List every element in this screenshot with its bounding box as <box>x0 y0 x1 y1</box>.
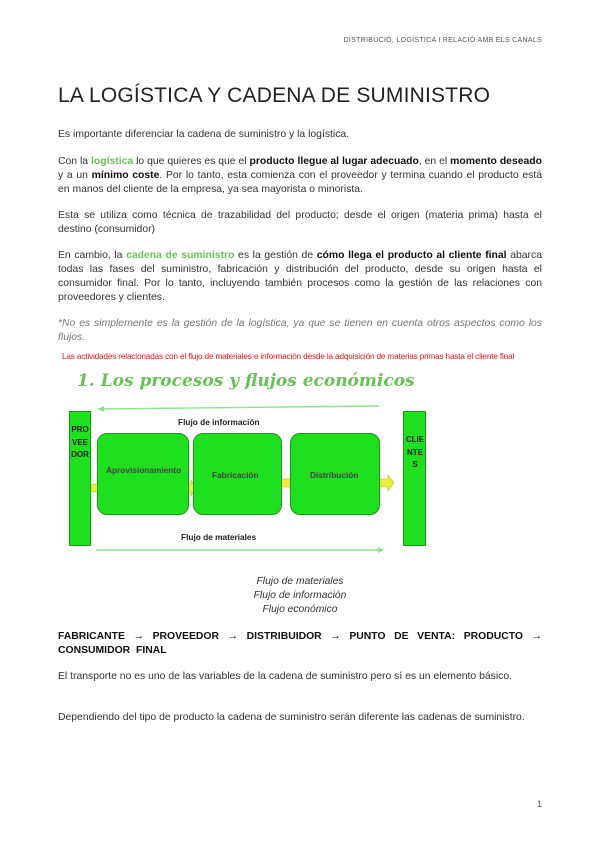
logistica-paragraph: Con la logística lo que quieres es que el producto llegue al lugar adecuado, en el momento deseado y a un mínimo coste. Por lo tanto, esta comienza con el proveedor y termina cuando el producto está en manos del cliente de la empresa, ya sea mayorista o minorista. <box>58 156 542 195</box>
flow-arrow-4 <box>379 475 394 491</box>
note-paragraph: *No es simplemente es la gestión de la logística, ya que se tienen en cuenta otros aspectos como los flujos. <box>58 318 542 343</box>
clientes-label: CLIENTES <box>405 435 425 469</box>
page-title: LA LOGÍSTICA Y CADENA DE SUMINISTRO <box>58 84 491 107</box>
info-flow-arrowhead <box>98 406 104 412</box>
cadena-paragraph: En cambio, la cadena de suministro es la gestión de cómo llega el producto al cliente final abarca todas las fases del suministro, fabricación y distribución del producto, desde su origen hasta el consumidor final. Por lo tanto, incluyendo también procesos como la gestión de las relaciones con proveedores y clientes. <box>58 250 542 303</box>
transporte-paragraph: El transporte no es uno de las variables de la cadena de suministro pero sí es un elemento básico. <box>58 671 512 682</box>
proveedor-label: PROVEEDOR <box>71 425 89 459</box>
trazabilidad-paragraph: Esta se utiliza como técnica de trazabilidad del producto; desde el origen (materia prima) hasta el destino (consumidor) <box>58 210 542 235</box>
material-flow-arrowhead <box>378 547 384 553</box>
info-flow-arrow <box>98 406 379 409</box>
proveedor-box <box>69 411 91 546</box>
clientes-box <box>403 411 426 546</box>
intro-paragraph: Es importante diferenciar la cadena de suministro y la logística. <box>58 129 350 140</box>
step-fabricacion: Fabricación <box>193 433 282 515</box>
caption-economico: Flujo económico <box>262 604 338 615</box>
page-number: 1 <box>536 799 542 809</box>
section-title: 1. Los procesos y flujos económicos <box>77 371 415 391</box>
chain-sequence: FABRICANTE → PROVEEDOR → DISTRIBUIDOR → PUNTO DE VENTA: PRODUCTO → CONSUMIDOR FINAL <box>58 631 542 656</box>
caption-materiales: Flujo de materiales <box>256 576 344 587</box>
info-flow-label: Flujo de información <box>178 417 260 427</box>
running-header: DISTRIBUCIÓ, LOGÍSTICA I RELACIÓ AMB ELS CANALS <box>343 37 542 44</box>
cadena-keyword: cadena de suministro <box>126 250 235 261</box>
step-aprovisionamiento: Aprovisionamiento <box>97 433 189 515</box>
logistica-keyword: logística <box>91 156 134 167</box>
dependiendo-paragraph: Dependiendo del tipo de producto la cadena de suministro serán diferente las cadenas de suministro. <box>58 712 525 723</box>
step-distribucion: Distribución <box>290 433 380 515</box>
red-definition: Las actividades relacionadas con el flujo de materiales e información desde la adquisición de materias primas hasta el cliente final <box>62 352 515 361</box>
caption-informacion: Flujo de información <box>253 590 347 601</box>
material-flow-label: Flujo de materiales <box>181 532 257 542</box>
